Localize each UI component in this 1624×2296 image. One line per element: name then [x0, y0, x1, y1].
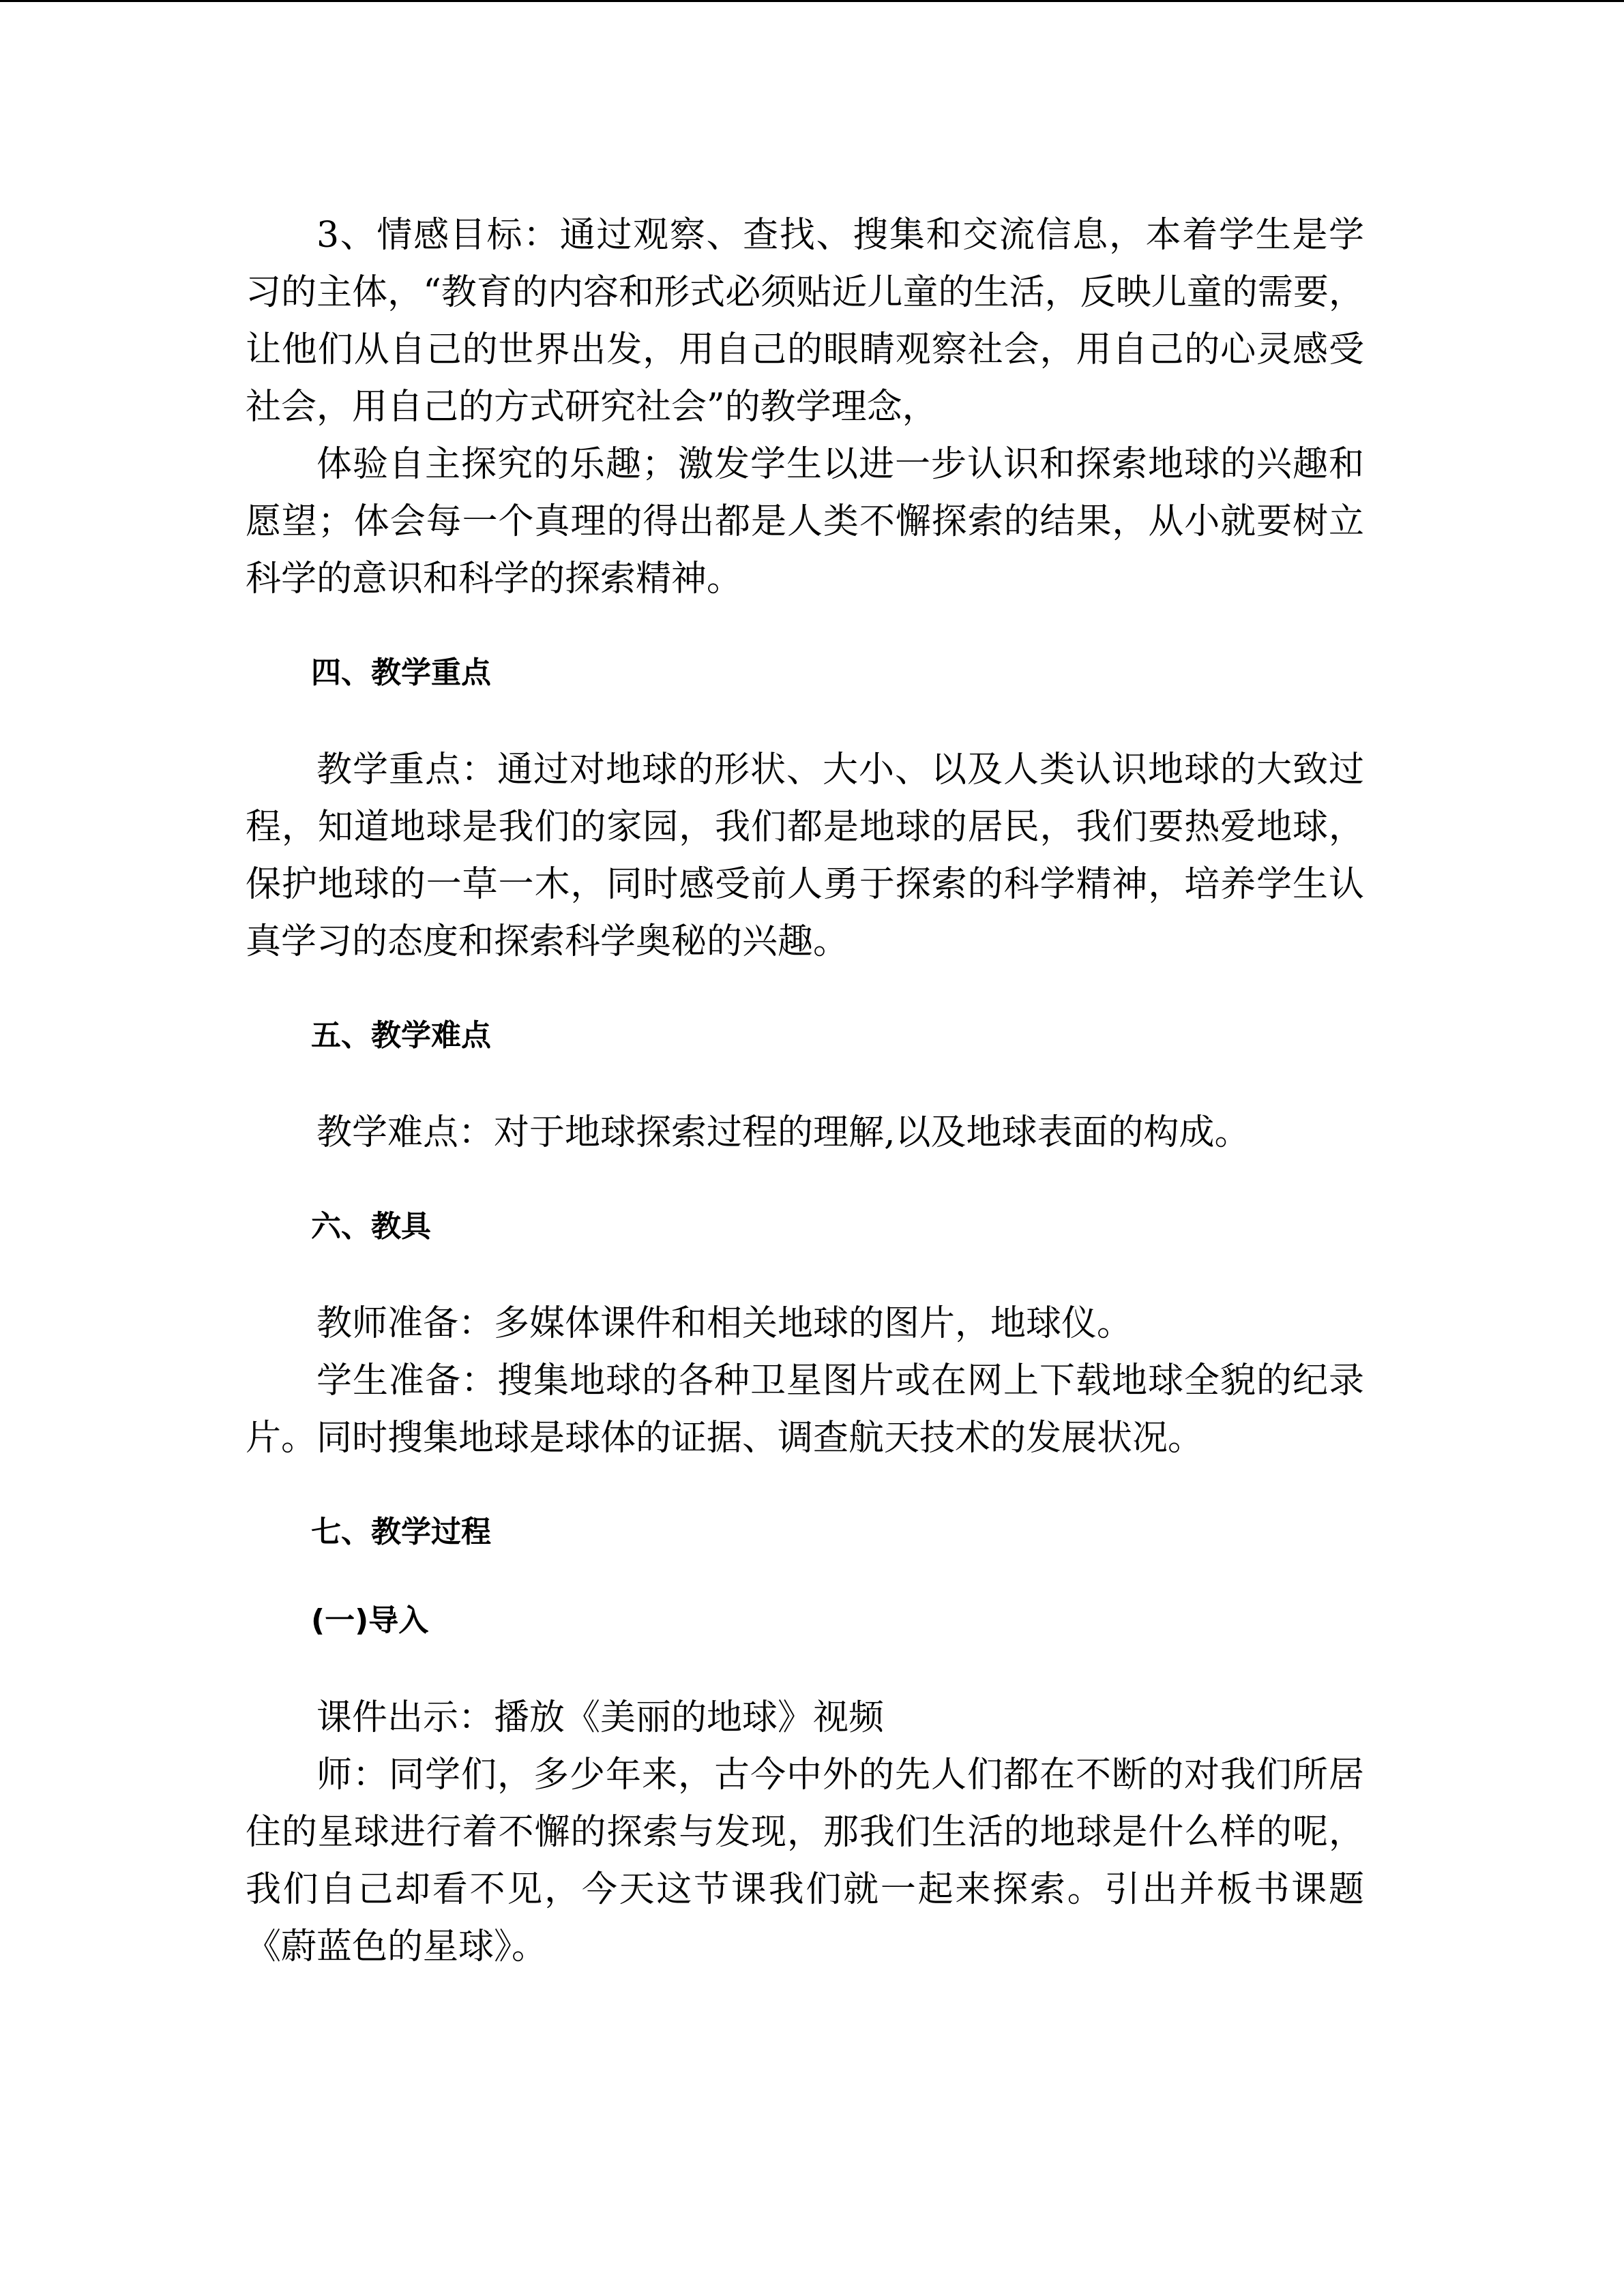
- section-heading-key-points: 四、教学重点: [311, 655, 491, 690]
- teacher-preparation-paragraph: 教师准备：多媒体课件和相关地球的图片，地球仪。: [316, 1303, 1133, 1344]
- section-heading-teaching-aids: 六、教具: [311, 1209, 431, 1244]
- emotion-goal-paragraph: 3、情感目标：通过观察、查找、搜集和交流信息，本着学生是学习的主体，“教育的内容和形式必须贴近儿童的生活，反映儿童的需要，让他们从自己的世界出发，用自己的眼睛观察社会，用自己的心灵感受社会，用自己的方式研究社会”的教学理念，: [246, 215, 1364, 428]
- student-preparation-paragraph: 学生准备：搜集地球的各种卫星图片或在网上下载地球全貌的纪录片。同时搜集地球是球体的证据、调查航天技术的发展状况。: [246, 1360, 1364, 1459]
- difficulties-paragraph: 教学难点：对于地球探索过程的理解,以及地球表面的构成。: [316, 1112, 1250, 1153]
- courseware-display-paragraph: 课件出示：播放《美丽的地球》视频: [316, 1697, 885, 1738]
- emotion-goal-continued-paragraph: 体验自主探究的乐趣；激发学生以进一步认识和探索地球的兴趣和愿望；体会每一个真理的得出都是人类不懈探索的结果，从小就要树立科学的意识和科学的探索精神。: [246, 444, 1364, 599]
- section-heading-difficulties: 五、教学难点: [311, 1018, 491, 1053]
- teacher-speech-paragraph: 师：同学们，多少年来，古今中外的先人们都在不断的对我们所居住的星球进行着不懈的探索与发现，那我们生活的地球是什么样的呢，我们自己却看不见，今天这节课我们就一起来探索。引出并板书课题《蔚蓝色的星球》。: [246, 1755, 1364, 1967]
- key-points-paragraph: 教学重点：通过对地球的形状、大小、以及人类认识地球的大致过程，知道地球是我们的家园，我们都是地球的居民，我们要热爱地球，保护地球的一草一木，同时感受前人勇于探索的科学精神，培养学生认真学习的态度和探索科学奥秘的兴趣。: [246, 749, 1364, 962]
- subsection-heading-introduction: (一)导入: [311, 1603, 429, 1638]
- document-page: [246, 207, 1364, 1976]
- section-heading-teaching-process: 七、教学过程: [311, 1515, 491, 1549]
